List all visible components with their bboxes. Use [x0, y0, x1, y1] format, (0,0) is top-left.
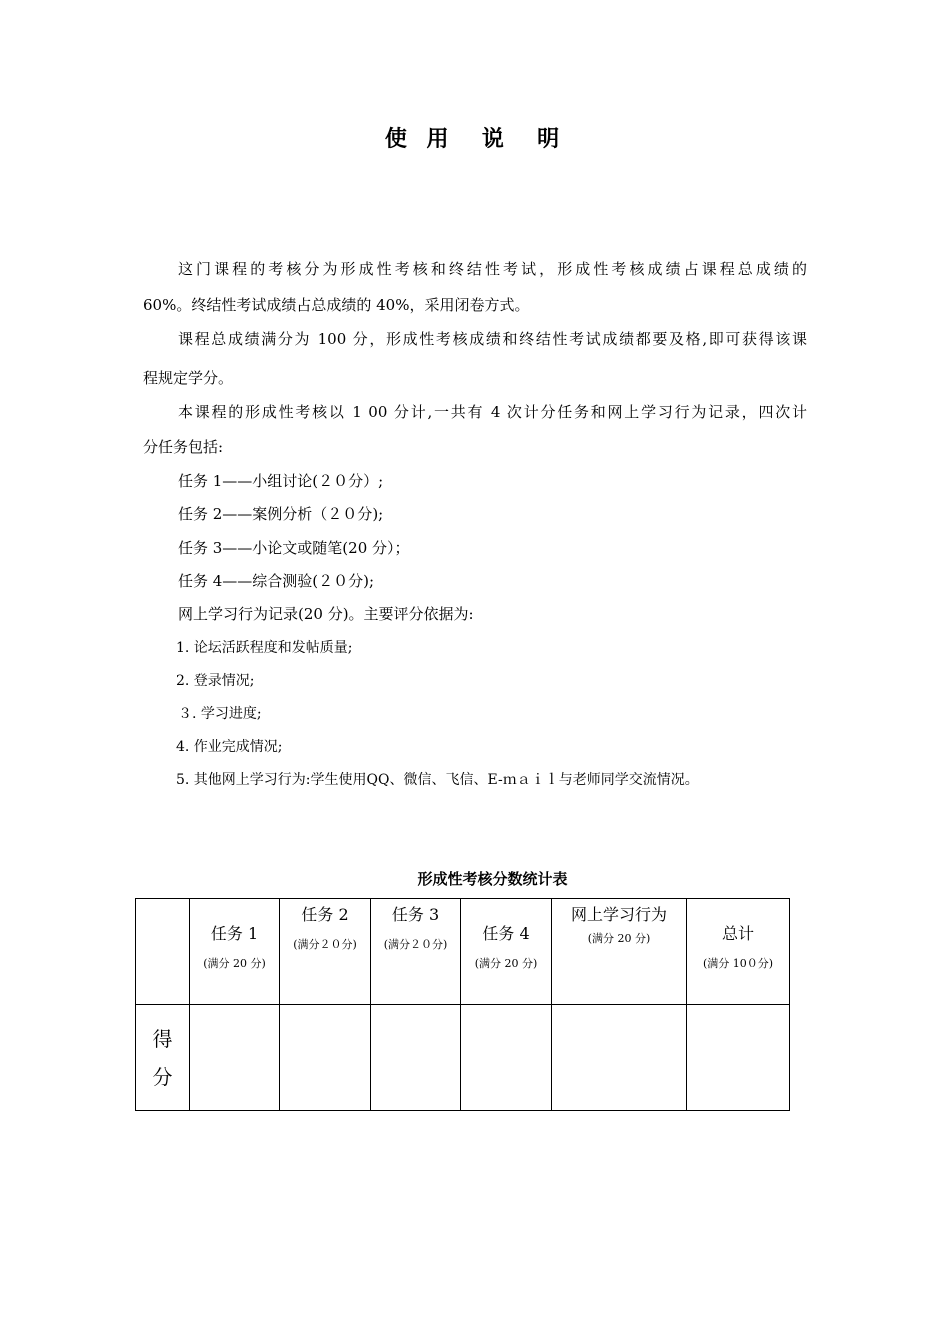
header-label: 任务 2 [301, 905, 349, 924]
header-label: 任务 4 [482, 923, 530, 943]
paragraph-3-line-1: 本课程的形成性考核以 1 00 分计,一共有 4 次计分任务和网上学习行为记录，四次计 [178, 403, 807, 421]
header-cell-online-behavior [552, 899, 687, 1005]
header-cell-task-1 [190, 899, 280, 1005]
task-3-item: 任务 3——小论文或随笔(20 分）； [178, 539, 410, 557]
header-cell-task-3 [371, 899, 461, 1005]
score-cell-task-4[interactable] [461, 1005, 552, 1111]
paragraph-2-line-1: 课程总成绩满分为 100 分，形成性考核成绩和终结性考试成绩都要及格,即可获得该课 [178, 330, 807, 348]
page-title: 使 用 说 明 [384, 127, 566, 152]
score-cell-task-2[interactable] [280, 1005, 371, 1111]
score-cell-online-behavior[interactable] [552, 1005, 687, 1111]
header-sub-label: (满分２０分) [383, 938, 448, 951]
score-cell-task-1[interactable] [190, 1005, 280, 1111]
criteria-item-5: 5. 其他网上学习行为:学生使用QQ、微信、飞信、E-ｍａｉｌ与老师同学交流情况。 [176, 772, 699, 788]
header-sub-label: (满分 10０分) [702, 956, 774, 970]
header-corner-cell [136, 899, 190, 1005]
task-4-item: 任务 4——综合测验(２０分); [178, 572, 375, 590]
header-cell-task-2 [280, 899, 371, 1005]
paragraph-3-line-2: 分任务包括: [143, 438, 224, 456]
table-title: 形成性考核分数统计表 [417, 870, 568, 888]
paragraph-2-line-2: 程规定学分。 [143, 369, 234, 387]
score-label-line-1: 得 [152, 1026, 173, 1051]
criteria-item-4: 4. 作业完成情况; [176, 739, 283, 755]
task-2-item: 任务 2——案例分析（２０分); [178, 505, 384, 523]
table-header-row [136, 899, 790, 1005]
online-record-item: 网上学习行为记录(20 分)。主要评分依据为: [178, 605, 474, 623]
header-sub-label: (满分 20 分) [203, 956, 266, 970]
criteria-item-2: 2. 登录情况; [176, 673, 255, 689]
header-cell-task-4 [461, 899, 552, 1005]
header-label: 网上学习行为 [570, 905, 667, 924]
criteria-item-3: ３. 学习进度; [178, 706, 262, 722]
header-label: 任务 1 [210, 923, 259, 943]
header-sub-label: (满分２０分) [293, 938, 357, 951]
criteria-item-1: 1. 论坛活跃程度和发帖质量; [176, 640, 353, 656]
score-label-line-2: 分 [152, 1064, 173, 1089]
paragraph-1-line-1: 这门课程的考核分为形成性考核和终结性考试，形成性考核成绩占课程总成绩的 [178, 260, 807, 278]
task-1-item: 任务 1——小组讨论(２０分）; [178, 472, 384, 490]
score-table [135, 898, 790, 1111]
header-sub-label: (满分 20 分) [587, 932, 651, 945]
score-cell-total[interactable] [687, 1005, 790, 1111]
score-cell-task-3[interactable] [371, 1005, 461, 1111]
header-label: 总计 [721, 923, 754, 943]
header-sub-label: (满分 20 分) [474, 956, 538, 970]
score-row-label [136, 1005, 190, 1111]
paragraph-1-line-2: 60%。终结性考试成绩占总成绩的 40%，采用闭卷方式。 [143, 296, 530, 314]
header-label: 任务 3 [391, 905, 440, 924]
score-row [136, 1005, 790, 1111]
header-cell-total [687, 899, 790, 1005]
